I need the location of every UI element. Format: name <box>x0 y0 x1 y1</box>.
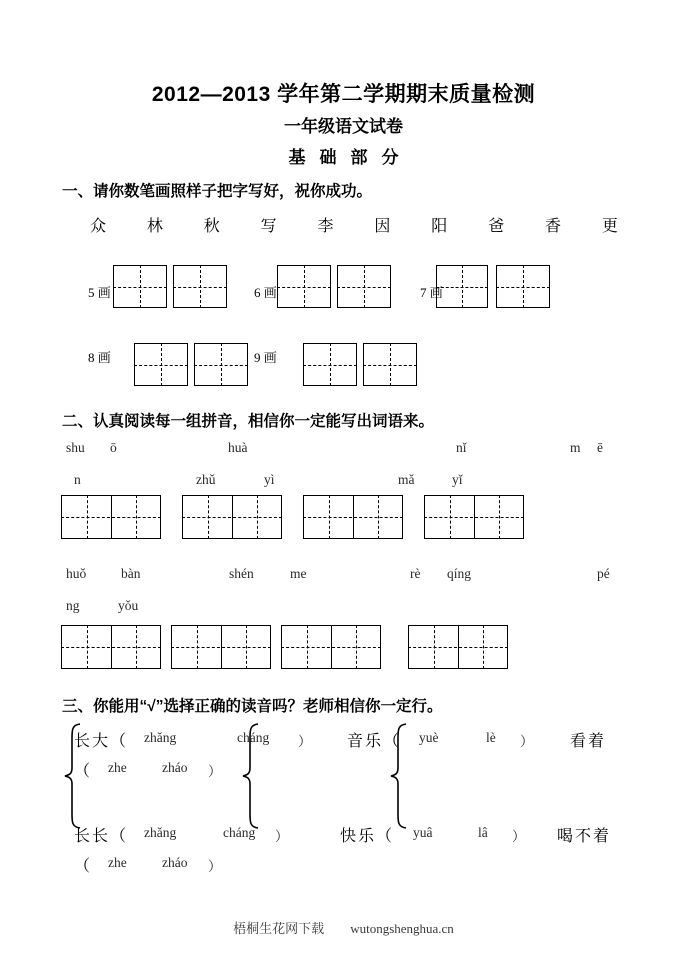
section-2-heading: 二、认真阅读每一组拼音，相信你一定能写出词语来。 <box>62 413 435 430</box>
sample-character: 林 <box>146 218 163 235</box>
sample-character: 香 <box>545 218 562 235</box>
question-word: 长长（ <box>74 828 129 845</box>
question-word: （ <box>74 858 93 875</box>
pinyin-syllable: rè <box>410 566 421 581</box>
question-word: 看着 <box>570 733 607 750</box>
footer-site-name: 梧桐生花网下载 <box>233 921 325 936</box>
answer-grid-group[interactable] <box>424 495 524 539</box>
stroke-count-label-9: 9 画 <box>254 350 277 365</box>
writing-grid-box[interactable] <box>134 343 188 386</box>
stroke-count-label-8: 8 画 <box>88 350 111 365</box>
writing-grid-box[interactable] <box>363 343 417 386</box>
pronunciation-option[interactable]: zhe <box>108 760 127 775</box>
question-word: 快乐（ <box>340 828 395 845</box>
writing-grid-box[interactable] <box>113 265 167 308</box>
pinyin-syllable: shu <box>66 440 85 455</box>
writing-grid-box[interactable] <box>303 343 357 386</box>
pinyin-syllable: huǒ <box>66 566 87 581</box>
section-1-heading: 一、请你数笔画照样子把字写好，祝你成功。 <box>62 183 373 200</box>
pinyin-syllable: nǐ <box>456 440 467 455</box>
pinyin-syllable: mǎ <box>398 472 415 487</box>
page-title: 2012—2013 学年第二学期期末质量检测 <box>151 83 536 106</box>
pinyin-syllable: n <box>74 472 81 487</box>
pinyin-syllable: ō <box>110 440 117 455</box>
pronunciation-option[interactable]: zhǎng <box>144 825 177 840</box>
stroke-count-label-6: 6 画 <box>254 285 277 300</box>
writing-grid-box[interactable] <box>496 265 550 308</box>
close-paren: ） <box>275 829 289 844</box>
pinyin-syllable: yǐ <box>452 472 463 487</box>
answer-grid-group[interactable] <box>182 495 282 539</box>
footer-watermark <box>0 918 687 937</box>
question-word: 喝不着 <box>557 828 612 845</box>
answer-grid-group[interactable] <box>171 625 271 669</box>
question-word: 音乐（ <box>347 733 402 750</box>
pinyin-syllable: bàn <box>121 566 141 581</box>
writing-grid-box[interactable] <box>277 265 331 308</box>
close-paren: ） <box>208 764 222 779</box>
close-paren: ） <box>298 734 312 749</box>
stroke-count-label-7: 7 画 <box>420 285 443 300</box>
close-paren: ） <box>512 829 526 844</box>
pinyin-syllable: yǒu <box>118 598 139 613</box>
sample-character: 秋 <box>203 218 220 235</box>
pinyin-syllable: qíng <box>447 566 472 581</box>
sample-character: 因 <box>374 218 391 235</box>
pinyin-syllable: ē <box>597 440 603 455</box>
sample-character: 爸 <box>488 218 505 235</box>
page-subtitle: 一年级语文试卷 <box>284 117 403 136</box>
footer-site-url: wutongshenghua.cn <box>350 921 454 936</box>
sample-character: 阳 <box>431 218 448 235</box>
sample-character: 李 <box>317 218 334 235</box>
answer-grid-group[interactable] <box>61 495 161 539</box>
answer-grid-group[interactable] <box>281 625 381 669</box>
pronunciation-option[interactable]: cháng <box>223 825 256 840</box>
pinyin-syllable: ng <box>66 598 80 613</box>
sample-character: 写 <box>260 218 277 235</box>
pronunciation-option[interactable]: cháng <box>237 730 270 745</box>
sample-character: 更 <box>601 218 618 235</box>
writing-grid-box[interactable] <box>173 265 227 308</box>
pronunciation-option[interactable]: yuè <box>419 730 439 745</box>
pronunciation-option[interactable]: lè <box>486 730 496 745</box>
pinyin-syllable: m <box>570 440 581 455</box>
answer-grid-group[interactable] <box>408 625 508 669</box>
answer-grid-group[interactable] <box>303 495 403 539</box>
pronunciation-option[interactable]: zhe <box>108 855 127 870</box>
section-part-title: 基础部分 <box>288 148 413 167</box>
pronunciation-option[interactable]: zháo <box>162 855 188 870</box>
pronunciation-option[interactable]: yuâ <box>413 825 433 840</box>
question-word: 长大（ <box>74 733 129 750</box>
answer-grid-group[interactable] <box>61 625 161 669</box>
sample-character: 众 <box>90 218 107 235</box>
writing-grid-box[interactable] <box>337 265 391 308</box>
pronunciation-option[interactable]: zháo <box>162 760 188 775</box>
pronunciation-option[interactable]: zhǎng <box>144 730 177 745</box>
close-paren: ） <box>520 734 534 749</box>
pinyin-syllable: me <box>290 566 307 581</box>
close-paren: ） <box>208 859 222 874</box>
writing-grid-box[interactable] <box>436 265 488 308</box>
question-word: （ <box>74 763 93 780</box>
sample-character-row <box>90 213 618 236</box>
pinyin-syllable: pé <box>597 566 610 581</box>
section-3-heading: 三、你能用“√”选择正确的读音吗？老师相信你一定行。 <box>62 698 443 715</box>
pronunciation-option[interactable]: lâ <box>478 825 488 840</box>
pinyin-syllable: huà <box>228 440 248 455</box>
pinyin-syllable: shén <box>229 566 254 581</box>
writing-grid-box[interactable] <box>194 343 248 386</box>
pinyin-syllable: zhǔ <box>196 472 216 487</box>
stroke-count-label-5: 5 画 <box>88 285 111 300</box>
pinyin-syllable: yì <box>264 472 275 487</box>
